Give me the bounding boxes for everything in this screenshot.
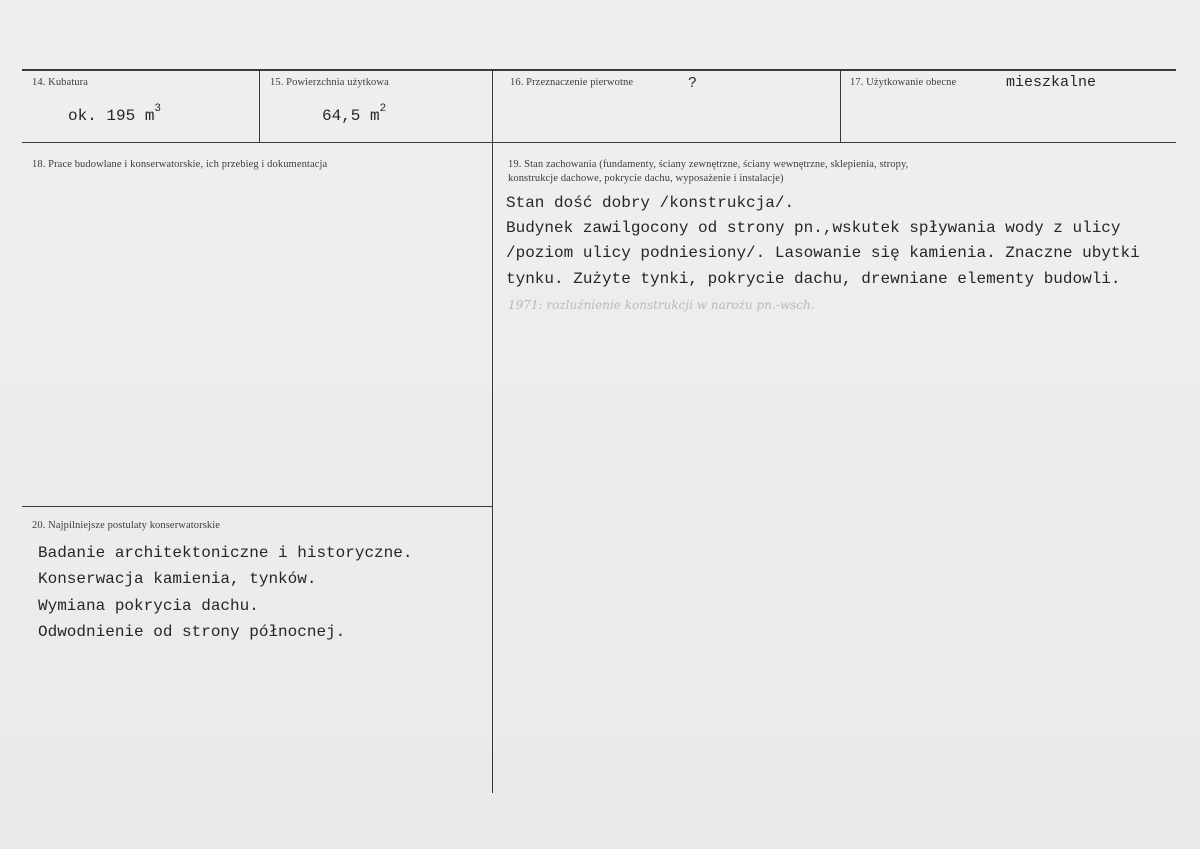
field-20-text-line: Odwodnienie od strony północnej.: [38, 623, 346, 641]
field-19-label-line2: konstrukcje dachowe, pokrycie dachu, wyposażenie i instalacje): [508, 173, 784, 184]
field-14-label: 14. Kubatura: [32, 77, 89, 88]
col-divider-main: [492, 69, 493, 793]
field-15-number: 64,5 m: [322, 107, 380, 125]
top-border: [22, 69, 1176, 71]
field-19-label-line1: 19. Stan zachowania (fundamenty, ściany zewnętrzne, ściany wewnętrzne, sklepienia, stropy,: [508, 159, 909, 170]
field-18-label: 18. Prace budowlane i konserwatorskie, ich przebieg i dokumentacja: [32, 159, 328, 170]
field-19-pencil-note: 1971: rozluźnienie konstrukcji w narożu pn.-wsch.: [508, 298, 815, 312]
field-15-value: [322, 103, 386, 125]
field-16-value: ?: [688, 75, 698, 92]
field-19-text-line: tynku. Zużyte tynki, pokrycie dachu, drewniane elementy budowli.: [506, 270, 1121, 288]
field-14-number: ok. 195 m: [68, 107, 155, 125]
field-20-label: 20. Najpilniejsze postulaty konserwatorskie: [32, 520, 221, 531]
field-16-label: 16. Przeznaczenie pierwotne: [510, 77, 634, 88]
field-14-value: [68, 103, 161, 125]
field-15-unit-exponent: 2: [379, 103, 387, 115]
row1-bottom-border: [22, 142, 1176, 143]
field-20-text-line: Konserwacja kamienia, tynków.: [38, 570, 317, 588]
section-18-bottom-border: [22, 506, 492, 507]
field-19-text-line: /poziom ulicy podniesiony/. Lasowanie się kamienia. Znaczne ubytki: [506, 244, 1140, 262]
col-divider-1: [259, 69, 260, 143]
col-divider-3: [840, 69, 841, 143]
field-17-label: 17. Użytkowanie obecne: [850, 77, 957, 88]
field-19-text-line: Budynek zawilgocony od strony pn.,wskutek spływania wody z ulicy: [506, 219, 1121, 237]
field-17-value: mieszkalne: [1006, 74, 1097, 91]
field-15-label: 15. Powierzchnia użytkowa: [270, 77, 389, 88]
field-20-text-line: Badanie architektoniczne i historyczne.: [38, 544, 413, 562]
field-20-text-line: Wymiana pokrycia dachu.: [38, 597, 259, 615]
field-19-text-line: Stan dość dobry /konstrukcja/.: [506, 194, 795, 212]
field-14-unit-exponent: 3: [154, 103, 162, 115]
